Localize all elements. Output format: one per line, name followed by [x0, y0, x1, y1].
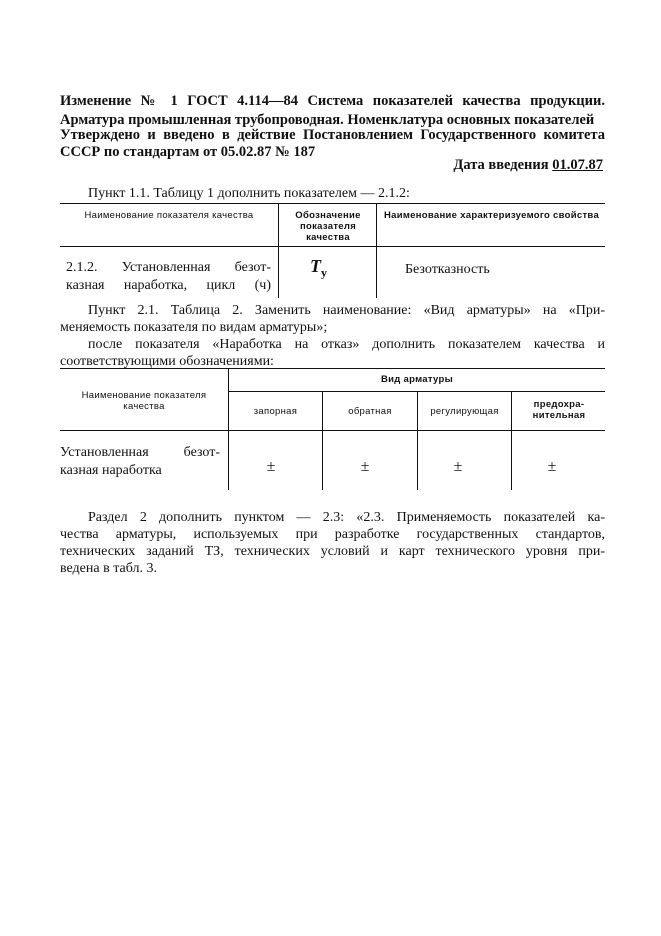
table2-row-name-line1: Установленная безот- [60, 445, 220, 460]
table1-header-property: Наименование характеризуемого свойства [383, 210, 600, 221]
table1-header-symbol: Обозначение показателя качества [295, 210, 361, 243]
table2-cell-safety: ± [547, 458, 557, 475]
document-title: Изменение № 1 ГОСТ 4.114—84 Система показателей качества продукции. Арматура промышленная трубопроводная. Номенклатура основных показателей [60, 93, 605, 128]
effective-date-label: Дата введения [453, 157, 549, 173]
table2-row-name-line2: казная наработка [60, 463, 162, 478]
effective-date-value: 01.07.87 [552, 157, 603, 173]
table1-row-property: Безотказность [405, 262, 490, 277]
approval-line-2: СССР по стандартам от 05.02.87 № 187 [60, 144, 316, 160]
table1-header-name: Наименование показателя качества [84, 210, 254, 221]
table2-cell-control: ± [453, 458, 463, 475]
approval-statement [60, 127, 605, 161]
paragraph-2-line-1: Пункт 2.1. Таблица 2. Заменить наименование: «Вид арматуры» на «При- [88, 303, 605, 318]
effective-date [453, 157, 603, 174]
table2-header-group: Вид арматуры [380, 374, 454, 385]
table2-row-name [60, 444, 220, 480]
table2-cell-check: ± [360, 458, 370, 475]
paragraph-2-line-2: меняемость показателя по видам арматуры»; [60, 320, 328, 335]
table1-row-symbol [310, 256, 327, 281]
paragraph-item-2-1 [60, 302, 605, 370]
table1-symbol-subscript: у [321, 265, 327, 280]
table2-subheader-shutoff: запорная [253, 406, 298, 417]
table1-symbol-main: T [310, 256, 321, 276]
table1-row-name-line1: 2.1.2. Установленная безот- [66, 260, 271, 275]
paragraph-item-1-1: Пункт 1.1. Таблицу 1 дополнить показателем — 2.1.2: [88, 186, 410, 201]
paragraph-4-line-1: Раздел 2 дополнить пунктом — 2.3: «2.3. Применяемость показателей ка- [88, 510, 605, 525]
paragraph-3-line-2: соответствующими обозначениями: [60, 354, 274, 369]
table1-row-name [66, 259, 271, 295]
table2-subheader-control: регулирующая [430, 406, 499, 417]
approval-line-1: Утверждено и введено в действие Постановлением Государственного комитета [60, 127, 605, 143]
table2-header-name: Наименование показателя качества [81, 390, 207, 412]
paragraph-4-line-2: чества арматуры, используемых при разработке государственных стандартов, [60, 527, 605, 542]
paragraph-3-line-1: после показателя «Наработка на отказ» дополнить показателем качества и [88, 337, 605, 352]
table2-subheader-check: обратная [348, 406, 392, 417]
paragraph-4-line-4: ведена в табл. 3. [60, 561, 157, 576]
table1-row-name-line2: казная наработка, цикл (ч) [66, 278, 271, 293]
paragraph-4-line-3: технических заданий ТЗ, технических условий и карт технического уровня при- [60, 544, 605, 559]
paragraph-section-2-3 [60, 509, 605, 577]
table2-cell-shutoff: ± [266, 458, 276, 475]
table2-subheader-safety: предохра-нительная [532, 399, 586, 421]
